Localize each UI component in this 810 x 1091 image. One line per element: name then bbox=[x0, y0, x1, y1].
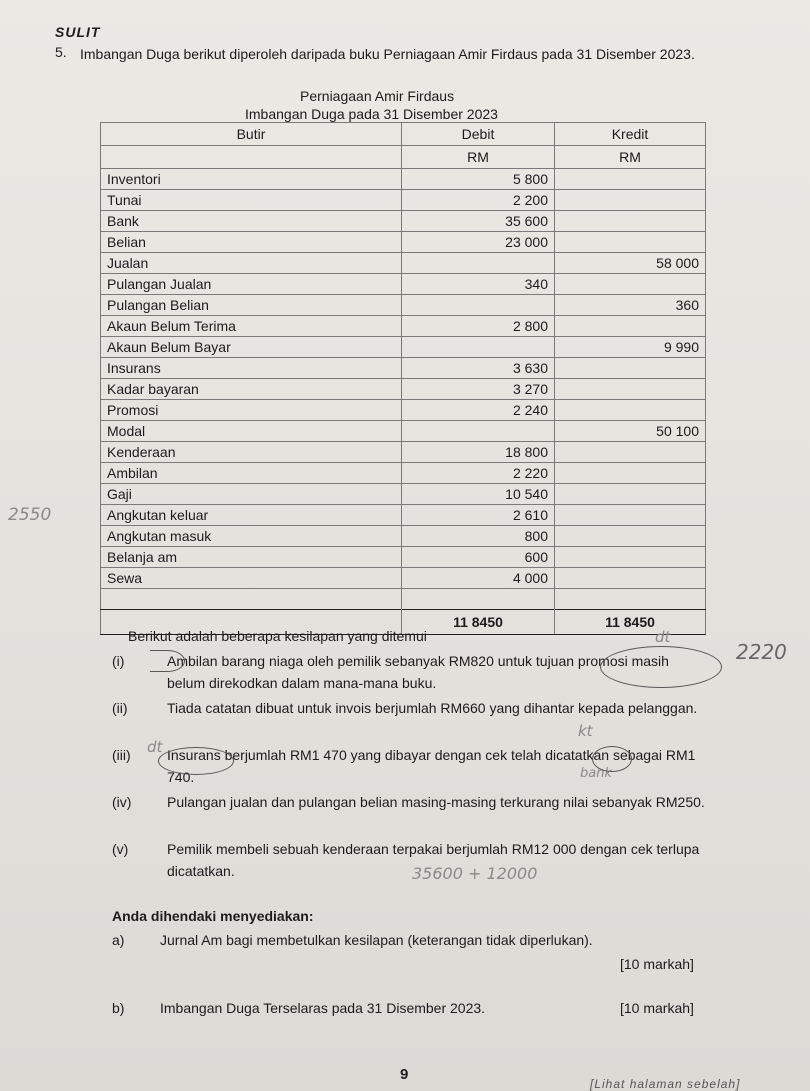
credit-amount: 360 bbox=[555, 295, 706, 316]
error-item bbox=[112, 697, 732, 741]
account-name: Pulangan Jualan bbox=[101, 274, 402, 295]
table-row bbox=[101, 190, 706, 211]
error-number: (ii) bbox=[112, 700, 128, 716]
account-name: Insurans bbox=[101, 358, 402, 379]
debit-amount: 2 200 bbox=[402, 190, 555, 211]
debit-amount: 2 220 bbox=[402, 463, 555, 484]
debit-amount: 800 bbox=[402, 526, 555, 547]
account-name: Angkutan masuk bbox=[101, 526, 402, 547]
account-name: Kenderaan bbox=[101, 442, 402, 463]
handwritten-note-kt: kt bbox=[578, 722, 593, 740]
debit-amount: 600 bbox=[402, 547, 555, 568]
account-name: Akaun Belum Bayar bbox=[101, 337, 402, 358]
column-header-debit: Debit bbox=[402, 123, 555, 146]
credit-amount bbox=[555, 190, 706, 211]
table-row bbox=[101, 274, 706, 295]
credit-amount bbox=[555, 358, 706, 379]
table-row bbox=[101, 463, 706, 484]
handwritten-circle-insurans bbox=[158, 747, 234, 775]
debit-amount bbox=[402, 253, 555, 274]
table-row bbox=[101, 253, 706, 274]
credit-amount bbox=[555, 211, 706, 232]
debit-amount bbox=[402, 337, 555, 358]
credit-amount bbox=[555, 442, 706, 463]
table-row bbox=[101, 526, 706, 547]
footer-note: [Lihat halaman sebelah] bbox=[590, 1077, 741, 1091]
credit-amount bbox=[555, 274, 706, 295]
debit-amount: 3 630 bbox=[402, 358, 555, 379]
credit-amount bbox=[555, 547, 706, 568]
question-number: 5. bbox=[55, 44, 67, 60]
debit-amount: 35 600 bbox=[402, 211, 555, 232]
error-text: Insurans berjumlah RM1 470 yang dibayar dengan cek telah dicatatkan sebagai RM1 740. bbox=[167, 747, 696, 785]
credit-amount bbox=[555, 568, 706, 589]
table-header-row bbox=[101, 123, 706, 146]
requirement-b-label: b) bbox=[112, 1000, 125, 1016]
credit-amount: 58 000 bbox=[555, 253, 706, 274]
table-row bbox=[101, 232, 706, 253]
account-name: Ambilan bbox=[101, 463, 402, 484]
requirement-b-marks: [10 markah] bbox=[620, 1000, 694, 1016]
handwritten-note-bank: bank bbox=[580, 766, 612, 781]
table-row bbox=[101, 169, 706, 190]
debit-amount: 23 000 bbox=[402, 232, 555, 253]
handwritten-note-sum: 35600 + 12000 bbox=[412, 864, 538, 883]
errors-intro: Berikut adalah beberapa kesilapan yang ditemui bbox=[128, 628, 427, 644]
error-number: (iii) bbox=[112, 747, 131, 763]
blank-cell bbox=[101, 589, 402, 610]
credit-amount bbox=[555, 484, 706, 505]
account-name: Promosi bbox=[101, 400, 402, 421]
table-row bbox=[101, 295, 706, 316]
account-name: Sewa bbox=[101, 568, 402, 589]
account-name: Tunai bbox=[101, 190, 402, 211]
error-text: Pulangan jualan dan pulangan belian masing-masing terkurang nilai sebanyak RM250. bbox=[167, 794, 705, 810]
trial-balance-title: Imbangan Duga pada 31 Disember 2023 bbox=[245, 106, 498, 122]
requirement-a-label: a) bbox=[112, 932, 125, 948]
account-name: Akaun Belum Terima bbox=[101, 316, 402, 337]
column-header-credit: Kredit bbox=[555, 123, 706, 146]
table-row bbox=[101, 337, 706, 358]
account-name: Inventori bbox=[101, 169, 402, 190]
table-row bbox=[101, 316, 706, 337]
table-blank-row bbox=[101, 589, 706, 610]
company-name: Perniagaan Amir Firdaus bbox=[300, 88, 455, 104]
table-row bbox=[101, 379, 706, 400]
credit-amount bbox=[555, 505, 706, 526]
credit-amount bbox=[555, 169, 706, 190]
account-name: Bank bbox=[101, 211, 402, 232]
debit-amount: 18 800 bbox=[402, 442, 555, 463]
account-name: Angkutan keluar bbox=[101, 505, 402, 526]
debit-amount: 340 bbox=[402, 274, 555, 295]
debit-amount: 2 800 bbox=[402, 316, 555, 337]
credit-amount bbox=[555, 232, 706, 253]
debit-amount: 5 800 bbox=[402, 169, 555, 190]
handwritten-bracket bbox=[150, 650, 185, 672]
table-row bbox=[101, 505, 706, 526]
requirement-b-text: Imbangan Duga Terselaras pada 31 Disember 2023. bbox=[160, 1000, 486, 1016]
error-number: (v) bbox=[112, 841, 129, 857]
table-row bbox=[101, 211, 706, 232]
account-name: Modal bbox=[101, 421, 402, 442]
debit-amount: 2 610 bbox=[402, 505, 555, 526]
error-text: Ambilan barang niaga oleh pemilik sebanyak RM820 untuk tujuan promosi masih belum direkodkan dalam mana-mana buku. bbox=[167, 653, 669, 691]
blank-cell bbox=[402, 589, 555, 610]
account-name: Pulangan Belian bbox=[101, 295, 402, 316]
handwritten-note-dt-2: dt bbox=[147, 738, 163, 756]
requirement-a-marks: [10 markah] bbox=[620, 956, 694, 972]
credit-amount bbox=[555, 526, 706, 547]
requirements-title: Anda dihendaki menyediakan: bbox=[112, 908, 314, 924]
question-intro: Imbangan Duga berikut diperoleh daripada buku Perniagaan Amir Firdaus pada 31 Disember 2023. bbox=[80, 46, 695, 62]
blank-cell bbox=[555, 589, 706, 610]
handwritten-note-total: 2220 bbox=[736, 640, 787, 664]
credit-amount bbox=[555, 463, 706, 484]
account-name: Jualan bbox=[101, 253, 402, 274]
credit-amount: 9 990 bbox=[555, 337, 706, 358]
table-unit-row bbox=[101, 146, 706, 169]
trial-balance-table bbox=[100, 122, 706, 635]
account-name: Gaji bbox=[101, 484, 402, 505]
unit-credit: RM bbox=[555, 146, 706, 169]
error-number: (iv) bbox=[112, 794, 132, 810]
credit-amount bbox=[555, 400, 706, 421]
credit-amount bbox=[555, 316, 706, 337]
error-text: Tiada catatan dibuat untuk invois berjumlah RM660 yang dihantar kepada pelanggan. bbox=[167, 700, 698, 716]
debit-amount: 3 270 bbox=[402, 379, 555, 400]
account-name: Belanja am bbox=[101, 547, 402, 568]
table-row bbox=[101, 484, 706, 505]
requirement-a-text: Jurnal Am bagi membetulkan kesilapan (keterangan tidak diperlukan). bbox=[160, 932, 593, 948]
total-debit: 11 8450 bbox=[402, 610, 555, 635]
table-row bbox=[101, 568, 706, 589]
account-name: Belian bbox=[101, 232, 402, 253]
header-label: SULIT bbox=[55, 24, 101, 40]
debit-amount: 4 000 bbox=[402, 568, 555, 589]
debit-amount bbox=[402, 421, 555, 442]
credit-amount bbox=[555, 379, 706, 400]
handwritten-circle-cek bbox=[592, 746, 632, 772]
table-row bbox=[101, 358, 706, 379]
unit-debit: RM bbox=[402, 146, 555, 169]
page-number: 9 bbox=[400, 1066, 409, 1083]
debit-amount bbox=[402, 295, 555, 316]
error-item bbox=[112, 791, 732, 835]
table-row bbox=[101, 421, 706, 442]
table-row bbox=[101, 547, 706, 568]
error-text: Pemilik membeli sebuah kenderaan terpakai berjumlah RM12 000 dengan cek terlupa dicatatkan. bbox=[167, 841, 700, 879]
handwritten-note-margin: 2550 bbox=[8, 505, 52, 525]
column-header-item: Butir bbox=[101, 123, 402, 146]
error-number: (i) bbox=[112, 653, 125, 669]
credit-amount: 50 100 bbox=[555, 421, 706, 442]
debit-amount: 2 240 bbox=[402, 400, 555, 421]
total-credit: 11 8450 bbox=[555, 610, 706, 635]
handwritten-circle-promosi bbox=[600, 646, 722, 688]
table-row bbox=[101, 400, 706, 421]
handwritten-note-dt: dt bbox=[655, 628, 671, 646]
unit-blank bbox=[101, 146, 402, 169]
debit-amount: 10 540 bbox=[402, 484, 555, 505]
table-row bbox=[101, 442, 706, 463]
account-name: Kadar bayaran bbox=[101, 379, 402, 400]
